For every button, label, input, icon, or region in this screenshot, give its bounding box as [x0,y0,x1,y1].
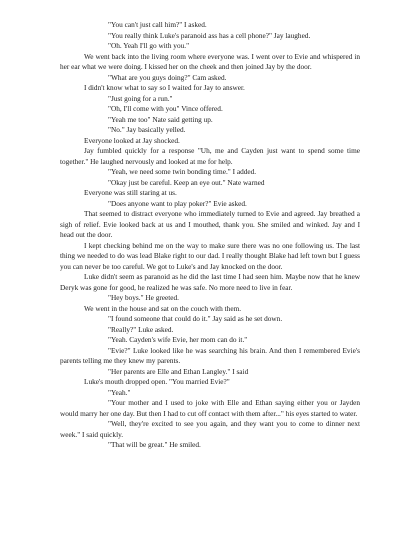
paragraph: "Just going for a run." [108,93,173,103]
paragraph: "You really think Luke's paranoid ass has a cell phone?" Jay laughed. [108,30,311,40]
paragraph: "Hey boys." He greeted. [108,293,179,302]
paragraph: "Yeah. Cayden's wife Evie, her mom can do it." [108,335,248,344]
paragraph: "No." Jay basically yelled. [108,125,186,134]
paragraph: Luke's mouth dropped open. "You married Evie?" [84,377,230,386]
paragraph: I didn't know what to say so I waited for Jay to answer. [84,83,245,92]
paragraph: "Okay just be careful. Keep an eye out." Nate warned [108,177,265,187]
paragraph: Everyone looked at Jay shocked. [84,135,180,145]
paragraph: "What are you guys doing?" Cam asked. [108,72,227,82]
paragraph: "You can't just call him?" I asked. [108,20,207,29]
paragraph: "Yeah." [108,387,131,397]
paragraph: "Yeah, we need some twin bonding time." I added. [108,167,257,176]
paragraph: "Your mother and I used to joke with Elle and Ethan saying either you or Jayden would marry her one day. But then I had to cut off contact with them after..." his eyes started to water. [60,398,360,418]
paragraph: We went back into the living room where everyone was. I went over to Evie and whispered in her ear what we were doing. I kissed her on the cheek and then joined Jay by the door. [60,51,360,71]
paragraph: "Yeah me too" Nate said getting up. [108,114,213,124]
paragraph: "I found someone that could do it." Jay said as he set down. [108,314,283,323]
paragraph: "Evie?" Luke looked like he was searching his brain. And then I remembered Evie's parents telling me they knew my parents. [60,345,360,365]
paragraph: "Oh, I'll come with you" Vince offered. [108,104,223,113]
paragraph: Jay fumbled quickly for a response "Uh, me and Cayden just want to spend some time together." He laughed nervously and looked at me for help. [60,146,360,166]
paragraph: "Really?" Luke asked. [108,324,174,334]
paragraph: "Oh. Yeah I'll go with you." [108,41,190,50]
paragraph: Luke didn't seem as paranoid as he did the last time I had seen him. Maybe now that he knew Deryk was gone for good, he realized he was safe. No more need to live in fear. [60,272,360,292]
paragraph: That seemed to distract everyone who immediately turned to Evie and agreed. Jay breathed a sigh of relief. Evie looked back at us and I mouthed, thank you. She smiled and winked. Jay and I head out the door. [60,209,360,239]
paragraph: "Well, they're excited to see you again, and they want you to come to dinner next week." I said quickly. [60,419,360,439]
page-body-text [60,20,360,451]
paragraph: "Her parents are Elle and Ethan Langley." I said [108,366,249,376]
paragraph: "That will be great." He smiled. [108,440,201,449]
paragraph: I kept checking behind me on the way to make sure there was no one following us. The last thing we needed to do was lead Blake right to our dad. I really thought Blake had left town but I guess you can never be too careful. We got to Luke's and Jay knocked on the door. [60,240,360,271]
paragraph: "Does anyone want to play poker?" Evie asked. [108,198,247,208]
paragraph: Everyone was still staring at us. [84,188,177,197]
paragraph: We went in the house and sat on the couch with them. [84,303,242,313]
